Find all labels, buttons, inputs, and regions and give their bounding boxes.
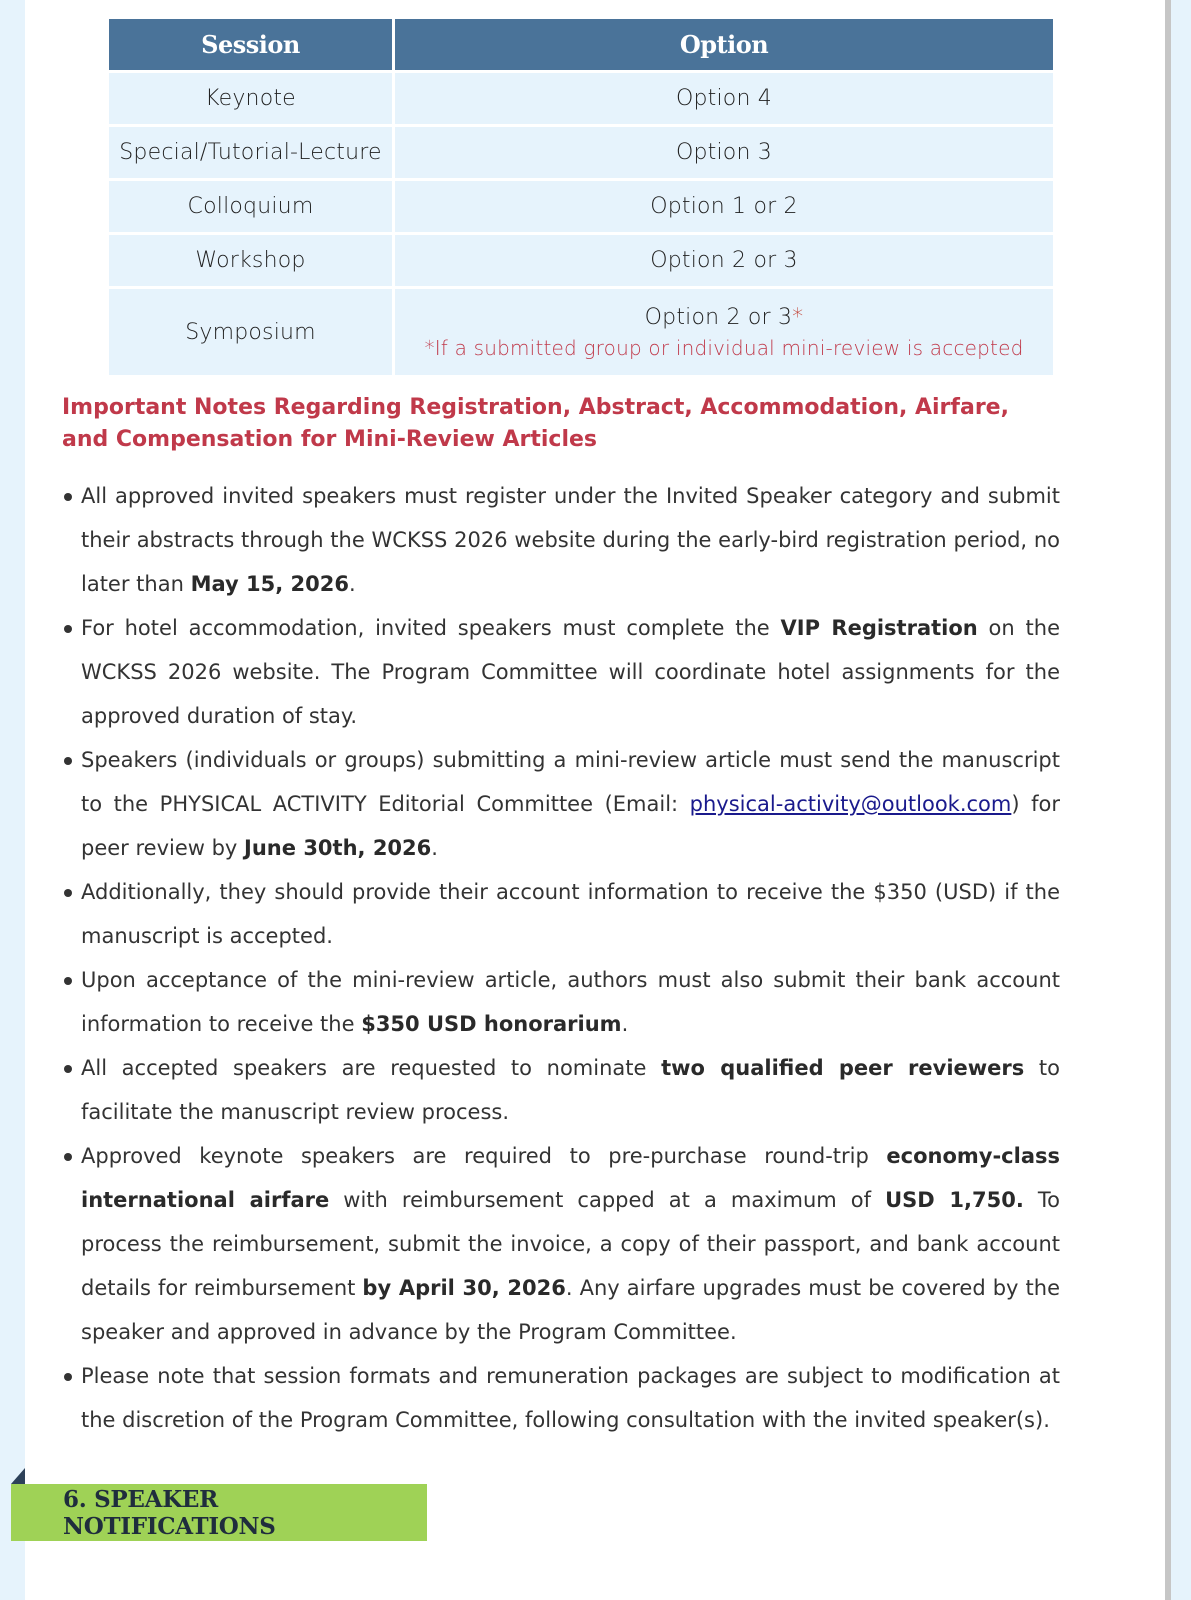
note-item: Speakers (individuals or groups) submitting a mini-review article must send the manuscript to the PHYSICAL ACTIVITY Editorial Committee (Email: physical-activity@outlook.com) for peer review by June 30th, 2026. bbox=[62, 738, 1060, 870]
option-cell: Option 1 or 2 bbox=[395, 181, 1053, 232]
important-notes-heading: Important Notes Regarding Registration, Abstract, Accommodation, Airfare, and Compensation for Mini-Review Articles bbox=[62, 395, 1009, 452]
table-row bbox=[109, 289, 1053, 375]
emphasis-text: USD 1,750. bbox=[885, 1188, 1024, 1212]
emphasis-text: May 15, 2026 bbox=[190, 572, 349, 596]
page-edge-shadow bbox=[1165, 0, 1171, 1600]
option-value: Option 2 or 3 bbox=[644, 304, 793, 330]
email-link[interactable]: physical-activity@outlook.com bbox=[689, 792, 1012, 816]
session-cell: Keynote bbox=[109, 73, 392, 124]
note-item: Approved keynote speakers are required to pre-purchase round-trip economy-class international airfare with reimbursement capped at a maximum of USD 1,750. To process the reimbursement, submit the invoice, a copy of their passport, and bank account details for reimbursement by April 30, 2026. Any airfare upgrades must be covered by the speaker and approved in advance by the Program Committee. bbox=[62, 1134, 1060, 1354]
emphasis-text: by April 30, 2026 bbox=[362, 1276, 566, 1300]
session-cell: Special/Tutorial-Lecture bbox=[109, 127, 392, 178]
table-row bbox=[109, 127, 1053, 178]
banner-fold-corner bbox=[11, 1468, 25, 1484]
option-cell bbox=[395, 289, 1053, 375]
table-row bbox=[109, 235, 1053, 286]
emphasis-text: economy-class international airfare bbox=[81, 1144, 1060, 1212]
emphasis-text: two qualified peer reviewers bbox=[661, 1056, 1025, 1080]
note-item: All approved invited speakers must register under the Invited Speaker category and submit their abstracts through the WCKSS 2026 website during the early-bird registration period, no later than May 15, 2026. bbox=[62, 474, 1060, 606]
session-options-table bbox=[106, 16, 1056, 378]
footnote-marker: * bbox=[792, 304, 804, 330]
session-cell: Colloquium bbox=[109, 181, 392, 232]
table-row bbox=[109, 73, 1053, 124]
note-item: Additionally, they should provide their account information to receive the $350 (USD) if the manuscript is accepted. bbox=[62, 870, 1060, 958]
header-session: Session bbox=[109, 19, 392, 70]
session-cell: Workshop bbox=[109, 235, 392, 286]
section-title: 6. SPEAKER NOTIFICATIONS bbox=[63, 1485, 276, 1540]
emphasis-text: $350 USD honorarium bbox=[361, 1012, 622, 1036]
option-cell: Option 3 bbox=[395, 127, 1053, 178]
option-cell: Option 4 bbox=[395, 73, 1053, 124]
emphasis-text: June 30th, 2026 bbox=[244, 836, 432, 860]
notes-list bbox=[62, 474, 1060, 1442]
note-item: For hotel accommodation, invited speakers must complete the VIP Registration on the WCKSS 2026 website. The Program Committee will coordinate hotel assignments for the approved duration of stay. bbox=[62, 606, 1060, 738]
note-item: Please note that session formats and remuneration packages are subject to modification at the discretion of the Program Committee, following consultation with the invited speaker(s). bbox=[62, 1354, 1060, 1442]
option-cell: Option 2 or 3 bbox=[395, 235, 1053, 286]
session-cell: Symposium bbox=[109, 289, 392, 375]
note-item: Upon acceptance of the mini-review article, authors must also submit their bank account information to receive the $350 USD honorarium. bbox=[62, 958, 1060, 1046]
table-row bbox=[109, 181, 1053, 232]
note-item: All accepted speakers are requested to nominate two qualified peer reviewers to facilitate the manuscript review process. bbox=[62, 1046, 1060, 1134]
footnote-text: *If a submitted group or individual mini-review is accepted bbox=[424, 335, 1024, 360]
section-banner bbox=[11, 1484, 427, 1541]
emphasis-text: VIP Registration bbox=[780, 616, 978, 640]
table-header-row bbox=[109, 19, 1053, 70]
header-option: Option bbox=[395, 19, 1053, 70]
